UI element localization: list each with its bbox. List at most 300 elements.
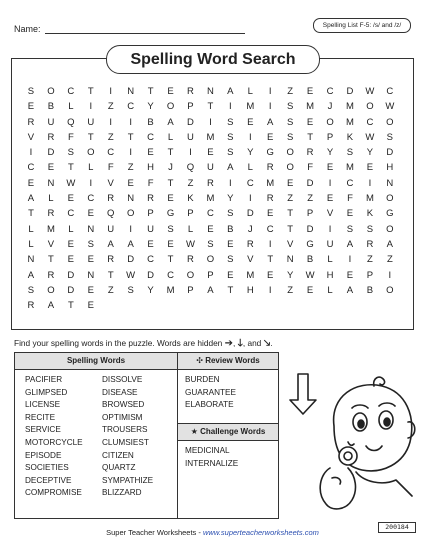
grid-letter[interactable]: I	[248, 131, 252, 143]
grid-letter[interactable]: T	[107, 269, 114, 281]
grid-letter[interactable]: A	[107, 238, 114, 250]
grid-letter[interactable]: R	[27, 300, 35, 312]
grid-letter[interactable]: S	[346, 147, 354, 159]
grid-letter[interactable]: A	[227, 86, 234, 97]
grid-letter[interactable]: I	[388, 269, 392, 281]
grid-letter[interactable]: O	[87, 147, 95, 159]
grid-letter[interactable]: E	[67, 254, 75, 266]
grid-letter[interactable]: E	[127, 177, 134, 189]
grid-letter[interactable]: T	[67, 300, 74, 312]
spelling-word: COMPROMISE	[25, 488, 82, 498]
grid-letter[interactable]: S	[227, 116, 234, 128]
grid-letter[interactable]: E	[67, 193, 75, 205]
grid-letter[interactable]: N	[87, 223, 95, 235]
name-row	[14, 24, 245, 34]
grid-letter[interactable]: P	[187, 208, 194, 220]
grid-letter[interactable]: K	[187, 193, 194, 205]
grid-letter[interactable]: R	[306, 147, 314, 159]
title-rule	[11, 58, 106, 59]
grid-letter[interactable]: W	[365, 86, 375, 97]
challenge-words-header: ★ Challenge Words	[178, 423, 278, 441]
grid-letter[interactable]: C	[107, 147, 115, 159]
grid-letter[interactable]: O	[186, 269, 195, 281]
grid-letter[interactable]: S	[27, 284, 35, 296]
grid-letter[interactable]: C	[27, 162, 35, 174]
grid-letter[interactable]: Y	[366, 147, 374, 159]
grid-letter[interactable]: R	[187, 254, 194, 266]
grid-letter[interactable]: D	[306, 223, 314, 235]
grid-letter[interactable]: M	[346, 101, 354, 113]
grid-letter[interactable]: T	[127, 131, 134, 143]
grid-letter[interactable]: M	[346, 162, 354, 174]
grid-letter[interactable]: T	[287, 223, 294, 235]
grid-letter[interactable]: Z	[367, 254, 373, 266]
grid-letter[interactable]: O	[166, 101, 175, 113]
grid-letter[interactable]: R	[246, 238, 254, 250]
grid-letter[interactable]: A	[27, 193, 35, 205]
grid-letter[interactable]: I	[268, 86, 272, 97]
grid-letter[interactable]: N	[127, 86, 135, 97]
grid-letter[interactable]: U	[87, 116, 95, 128]
grid-letter[interactable]: K	[366, 208, 374, 220]
grid-letter[interactable]: C	[206, 208, 214, 220]
name-label: Name:	[14, 24, 41, 34]
grid-letter[interactable]: T	[167, 254, 174, 266]
grid-letter[interactable]: T	[147, 86, 154, 97]
grid-letter[interactable]: I	[248, 193, 252, 205]
grid-letter[interactable]: M	[346, 116, 354, 128]
grid-letter[interactable]: Z	[386, 254, 393, 266]
grid-letter[interactable]: P	[306, 208, 314, 220]
grid-letter[interactable]: I	[348, 254, 352, 266]
grid-letter[interactable]: F	[147, 177, 154, 189]
grid-letter[interactable]: R	[27, 116, 35, 128]
grid-letter[interactable]: B	[227, 223, 234, 235]
grid-letter[interactable]: T	[307, 131, 313, 143]
grid-letter[interactable]: V	[107, 177, 114, 189]
grid-letter[interactable]: E	[27, 101, 35, 113]
grid-letter[interactable]: A	[47, 300, 55, 312]
arrow-diagonal-icon: 🡖	[263, 338, 271, 349]
grid-letter[interactable]: O	[47, 86, 55, 97]
baby-illustration	[286, 356, 416, 516]
grid-letter[interactable]: C	[67, 208, 75, 220]
review-words-list	[185, 374, 236, 412]
grid-letter[interactable]: S	[346, 223, 354, 235]
grid-letter[interactable]: R	[147, 193, 155, 205]
grid-letter[interactable]: W	[185, 238, 195, 250]
grid-letter[interactable]: A	[267, 116, 274, 128]
grid-letter[interactable]: B	[366, 284, 374, 296]
grid-letter[interactable]: I	[368, 177, 372, 189]
spelling-word: BROWSED	[102, 400, 145, 410]
grid-letter[interactable]: D	[67, 269, 75, 281]
grid-letter[interactable]: E	[346, 208, 354, 220]
title-rule	[321, 58, 414, 59]
grid-letter[interactable]: R	[47, 208, 55, 220]
grid-letter[interactable]: T	[227, 284, 234, 296]
grid-letter[interactable]: I	[268, 101, 272, 113]
grid-letter[interactable]: C	[366, 116, 374, 128]
grid-letter[interactable]: S	[286, 116, 294, 128]
grid-letter[interactable]: Q	[67, 116, 75, 128]
grid-letter[interactable]: Z	[107, 101, 114, 113]
grid-letter[interactable]: Z	[287, 284, 294, 296]
grid-letter[interactable]: L	[28, 238, 34, 250]
grid-letter[interactable]: E	[306, 284, 314, 296]
grid-letter[interactable]: Z	[187, 177, 194, 189]
grid-letter[interactable]: Z	[127, 162, 134, 174]
grid-letter[interactable]: G	[386, 208, 394, 220]
grid-letter[interactable]: D	[67, 284, 75, 296]
grid-letter[interactable]: R	[187, 86, 194, 97]
grid-letter[interactable]: P	[366, 269, 374, 281]
grid-letter[interactable]: E	[67, 238, 75, 250]
grid-letter[interactable]: D	[47, 147, 55, 159]
spelling-word: OPTIMISM	[102, 412, 143, 422]
grid-letter[interactable]: O	[126, 208, 135, 220]
grid-letter[interactable]: P	[207, 269, 214, 281]
grid-letter[interactable]: I	[229, 101, 232, 113]
grid-letter[interactable]: M	[206, 131, 215, 143]
grid-letter[interactable]: D	[147, 269, 155, 281]
grid-letter[interactable]: E	[306, 116, 314, 128]
grid-letter[interactable]: A	[386, 238, 394, 250]
grid-letter[interactable]: N	[127, 193, 135, 205]
grid-letter[interactable]: R	[107, 193, 115, 205]
grid-letter[interactable]: W	[365, 131, 375, 143]
grid-letter[interactable]: S	[286, 131, 294, 143]
grid-letter[interactable]: Y	[227, 193, 234, 205]
instructions-end: .	[270, 338, 273, 348]
grid-letter[interactable]: S	[67, 147, 75, 159]
grid-letter[interactable]: R	[47, 131, 55, 143]
grid-letter[interactable]: S	[27, 86, 35, 97]
grid-letter[interactable]: F	[107, 162, 114, 174]
grid-letter[interactable]: M	[365, 193, 374, 205]
grid-letter[interactable]: E	[326, 162, 334, 174]
grid-letter[interactable]: H	[386, 162, 394, 174]
grid-letter[interactable]: L	[247, 86, 253, 97]
grid-letter[interactable]: I	[29, 147, 33, 159]
grid-letter[interactable]: V	[47, 238, 55, 250]
grid-letter[interactable]: Z	[107, 284, 114, 296]
grid-letter[interactable]: V	[326, 208, 334, 220]
spelling-words-col1	[25, 374, 83, 500]
grid-letter[interactable]: Z	[287, 193, 294, 205]
grid-letter[interactable]: R	[206, 177, 214, 189]
name-line[interactable]	[45, 24, 245, 34]
grid-letter[interactable]: J	[327, 101, 333, 113]
grid-letter[interactable]: I	[268, 284, 272, 296]
grid-letter[interactable]: M	[246, 269, 255, 281]
grid-letter[interactable]: D	[127, 254, 135, 266]
grid-letter[interactable]: M	[246, 101, 255, 113]
grid-letter[interactable]: S	[227, 208, 234, 220]
grid-letter[interactable]: I	[109, 86, 113, 97]
grid-letter[interactable]: L	[187, 223, 194, 235]
grid-letter[interactable]: F	[67, 131, 74, 143]
grid-letter[interactable]: T	[87, 131, 94, 143]
grid-letter[interactable]: L	[48, 193, 54, 205]
grid-letter[interactable]: E	[87, 300, 94, 312]
grid-letter[interactable]: E	[346, 269, 354, 281]
grid-letter[interactable]: E	[326, 193, 334, 205]
grid-letter[interactable]: T	[87, 86, 94, 97]
down-arrow-icon	[290, 374, 316, 414]
grid-letter[interactable]: Z	[107, 131, 114, 143]
grid-letter[interactable]: E	[167, 86, 174, 97]
grid-letter[interactable]: I	[229, 177, 232, 189]
grid-letter[interactable]: E	[267, 131, 274, 143]
grid-letter[interactable]: L	[327, 254, 333, 266]
grid-letter[interactable]: S	[167, 223, 174, 235]
grid-letter[interactable]: C	[87, 193, 95, 205]
grid-letter[interactable]: J	[168, 162, 173, 174]
grid-letter[interactable]: T	[167, 147, 174, 159]
grid-letter[interactable]: Y	[147, 101, 154, 113]
grid-letter[interactable]: U	[47, 116, 55, 128]
grid-letter[interactable]: T	[267, 254, 274, 266]
grid-letter[interactable]: O	[366, 101, 374, 113]
grid-letter[interactable]: S	[386, 131, 394, 143]
grid-letter[interactable]: R	[366, 238, 374, 250]
grid-letter[interactable]: M	[266, 177, 275, 189]
grid-letter[interactable]: E	[267, 269, 274, 281]
grid-letter[interactable]: I	[109, 116, 113, 128]
grid-letter[interactable]: R	[107, 254, 115, 266]
grid-letter[interactable]: F	[307, 162, 313, 174]
instructions-and: , and	[242, 338, 262, 348]
grid-letter[interactable]: W	[385, 101, 395, 113]
grid-letter[interactable]: Y	[286, 269, 294, 281]
grid-letter[interactable]: M	[206, 193, 215, 205]
spelling-words-header: Spelling Words	[15, 353, 178, 370]
grid-letter[interactable]: I	[268, 238, 272, 250]
grid-letter[interactable]: E	[167, 193, 174, 205]
grid-letter[interactable]: D	[187, 116, 194, 128]
grid-letter[interactable]: L	[68, 101, 74, 113]
grid-letter[interactable]: W	[305, 269, 315, 281]
grid-letter[interactable]: T	[48, 254, 54, 266]
grid-letter[interactable]: D	[386, 147, 394, 159]
grid-letter[interactable]: G	[166, 208, 175, 220]
grid-letter[interactable]: E	[87, 208, 94, 220]
grid-letter[interactable]: E	[267, 208, 274, 220]
grid-letter[interactable]: Z	[287, 86, 294, 97]
grid-letter[interactable]: I	[129, 223, 132, 235]
grid-letter[interactable]: G	[306, 238, 314, 250]
grid-letter[interactable]: T	[167, 177, 174, 189]
grid-letter[interactable]: S	[127, 284, 134, 296]
grid-letter[interactable]: S	[227, 131, 234, 143]
grid-letter[interactable]: V	[286, 238, 294, 250]
grid-letter[interactable]: P	[147, 208, 154, 220]
grid-letter[interactable]: O	[206, 254, 215, 266]
grid-letter[interactable]: Y	[326, 147, 334, 159]
grid-letter[interactable]: C	[326, 86, 334, 97]
grid-letter[interactable]: A	[207, 284, 214, 296]
grid-letter[interactable]: T	[28, 208, 34, 220]
spelling-word: MOTORCYCLE	[25, 437, 83, 447]
grid-letter[interactable]: O	[47, 284, 55, 296]
arrow-down-icon: 🡓	[237, 338, 243, 349]
grid-letter[interactable]: E	[286, 177, 294, 189]
grid-letter[interactable]: C	[386, 86, 394, 97]
grid-letter[interactable]: O	[326, 116, 334, 128]
grid-letter[interactable]: D	[246, 208, 254, 220]
grid-letter[interactable]: S	[286, 101, 294, 113]
grid-letter[interactable]: S	[207, 238, 214, 250]
grid-letter[interactable]: I	[89, 101, 93, 113]
grid-letter[interactable]: L	[167, 131, 174, 143]
grid-letter[interactable]: H	[326, 269, 334, 281]
grid-letter[interactable]: O	[386, 284, 394, 296]
grid-letter[interactable]: B	[147, 116, 154, 128]
grid-letter[interactable]: P	[187, 101, 194, 113]
grid-letter[interactable]: U	[107, 223, 115, 235]
grid-letter[interactable]: Y	[147, 284, 154, 296]
grid-letter[interactable]: P	[326, 131, 334, 143]
grid-letter[interactable]: E	[87, 254, 94, 266]
grid-letter[interactable]: D	[346, 86, 354, 97]
grid-letter[interactable]: Y	[247, 147, 254, 159]
grid-letter[interactable]: O	[386, 116, 394, 128]
grid-letter[interactable]: A	[27, 269, 35, 281]
grid-letter[interactable]: Q	[107, 208, 115, 220]
grid-letter[interactable]: R	[266, 193, 274, 205]
grid-letter[interactable]: O	[286, 147, 294, 159]
grid-letter[interactable]: L	[247, 162, 253, 174]
review-word: GUARANTEE	[185, 387, 236, 397]
spelling-words-col2	[102, 374, 153, 500]
grid-letter[interactable]: O	[286, 162, 294, 174]
grid-letter[interactable]: C	[127, 101, 135, 113]
grid-letter[interactable]: U	[326, 238, 334, 250]
grid-letter[interactable]: P	[187, 284, 194, 296]
grid-letter[interactable]: N	[386, 177, 394, 189]
grid-letter[interactable]: A	[167, 116, 174, 128]
grid-letter[interactable]: M	[306, 101, 315, 113]
grid-letter[interactable]: E	[366, 162, 374, 174]
grid-letter[interactable]: H	[147, 162, 155, 174]
grid-letter[interactable]: L	[327, 284, 333, 296]
grid-letter[interactable]: C	[246, 177, 254, 189]
grid-letter[interactable]: S	[366, 223, 374, 235]
grid-letter[interactable]: N	[286, 254, 294, 266]
grid-letter[interactable]: D	[306, 177, 314, 189]
grid-letter[interactable]: O	[386, 193, 394, 205]
grid-letter[interactable]: Q	[186, 162, 195, 174]
grid-letter[interactable]: L	[28, 223, 34, 235]
worksheet-code: 200184	[378, 522, 416, 533]
grid-letter[interactable]: C	[147, 254, 155, 266]
grid-letter[interactable]: R	[47, 269, 55, 281]
grid-letter[interactable]: N	[87, 269, 95, 281]
grid-letter[interactable]: B	[47, 101, 55, 113]
instructions-text: Find your spelling words in the puzzle. Words are hidden	[14, 338, 223, 348]
grid-letter[interactable]: C	[266, 223, 274, 235]
grid-letter[interactable]: E	[167, 238, 174, 250]
grid-letter[interactable]: W	[126, 269, 136, 281]
grid-letter[interactable]: W	[66, 177, 76, 189]
grid-letter[interactable]: U	[147, 223, 155, 235]
spelling-word: SOCIETIES	[25, 463, 69, 473]
grid-letter[interactable]: L	[68, 223, 74, 235]
grid-letter[interactable]: K	[346, 131, 354, 143]
grid-letter[interactable]: E	[207, 147, 214, 159]
grid-letter[interactable]: V	[27, 131, 35, 143]
grid-letter[interactable]: E	[207, 223, 214, 235]
grid-letter[interactable]: N	[47, 177, 55, 189]
grid-letter[interactable]: C	[167, 269, 174, 281]
grid-letter[interactable]: E	[227, 238, 234, 250]
review-words-header: ✣ Review Words	[178, 353, 278, 370]
grid-letter[interactable]: A	[127, 238, 134, 250]
grid-letter[interactable]: S	[227, 147, 234, 159]
grid-letter[interactable]: J	[247, 223, 253, 235]
spelling-word: SERVICE	[25, 425, 61, 435]
grid-letter[interactable]: E	[47, 162, 55, 174]
grid-letter[interactable]: E	[247, 116, 254, 128]
grid-letter[interactable]: A	[346, 238, 354, 250]
spelling-word: BLIZZARD	[102, 488, 142, 498]
grid-letter[interactable]: I	[189, 147, 192, 159]
grid-letter[interactable]: O	[386, 223, 394, 235]
grid-letter[interactable]: C	[147, 131, 155, 143]
grid-letter[interactable]: S	[227, 254, 234, 266]
grid-letter[interactable]: C	[67, 86, 75, 97]
grid-letter[interactable]: G	[266, 147, 274, 159]
spelling-word: LICENSE	[25, 400, 61, 410]
grid-letter[interactable]: A	[346, 284, 354, 296]
grid-letter[interactable]: E	[147, 238, 154, 250]
grid-letter[interactable]: I	[328, 223, 332, 235]
grid-letter[interactable]: T	[287, 208, 294, 220]
grid-letter[interactable]: E	[227, 269, 234, 281]
grid-letter[interactable]: E	[147, 147, 154, 159]
grid-letter[interactable]: E	[27, 177, 35, 189]
grid-letter[interactable]: A	[227, 162, 234, 174]
grid-letter[interactable]: I	[129, 147, 132, 159]
grid-letter[interactable]: C	[346, 177, 354, 189]
grid-letter[interactable]: I	[209, 116, 212, 128]
grid-letter[interactable]: V	[247, 254, 254, 266]
grid-letter[interactable]: I	[89, 177, 93, 189]
footer	[0, 528, 425, 537]
grid-letter[interactable]: I	[328, 177, 332, 189]
grid-letter[interactable]: F	[347, 193, 353, 205]
grid-letter[interactable]: Z	[307, 193, 313, 205]
grid-letter[interactable]: M	[166, 284, 175, 296]
grid-letter[interactable]: S	[87, 238, 94, 250]
grid-letter[interactable]: U	[187, 131, 194, 143]
grid-letter[interactable]: T	[207, 101, 214, 113]
grid-letter[interactable]: H	[246, 284, 254, 296]
grid-letter[interactable]: U	[206, 162, 214, 174]
grid-letter[interactable]: E	[87, 284, 94, 296]
grid-letter[interactable]: I	[129, 116, 132, 128]
grid-letter[interactable]: R	[266, 162, 274, 174]
grid-letter[interactable]: N	[27, 254, 35, 266]
grid-letter[interactable]: E	[306, 86, 314, 97]
grid-letter[interactable]: L	[88, 162, 94, 174]
grid-letter[interactable]: N	[206, 86, 214, 97]
footer-link[interactable]: www.superteacherworksheets.com	[202, 528, 319, 537]
grid-letter[interactable]: B	[306, 254, 314, 266]
grid-letter[interactable]: M	[46, 223, 55, 235]
grid-letter[interactable]: T	[67, 162, 74, 174]
